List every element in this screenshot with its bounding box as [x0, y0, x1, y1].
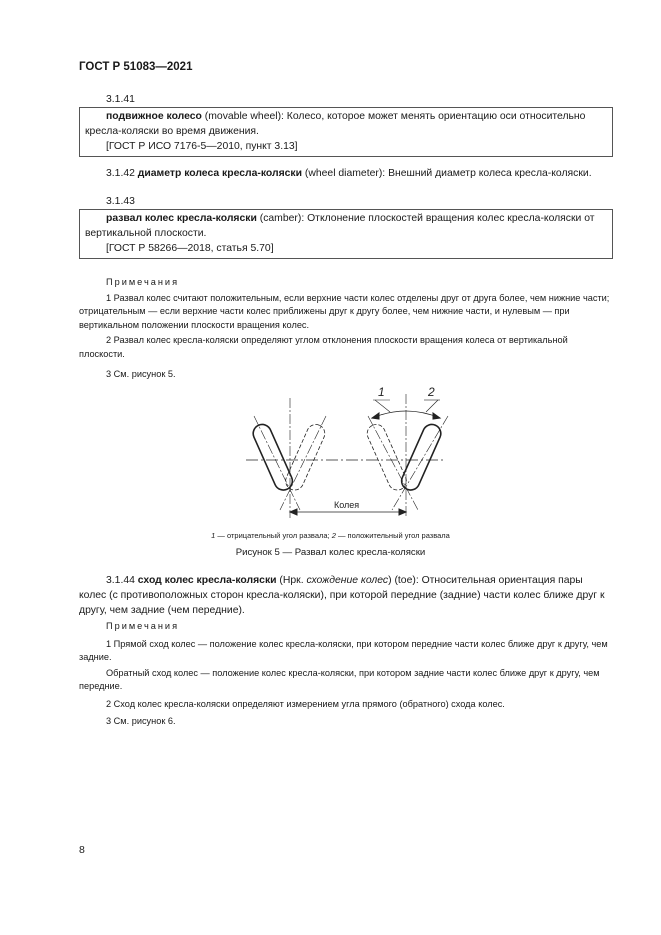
term-text: : Отклонение плоскостей вращения колес кресла-коляски от вертикальной плоскости. — [85, 213, 595, 239]
page-number: 8 — [79, 844, 85, 856]
legend-number-2: 2 — [331, 531, 336, 540]
term-name: диаметр колеса кресла-коляски — [137, 168, 303, 179]
track-label: Колея — [334, 500, 360, 510]
notes-heading: Примечания — [106, 277, 180, 287]
note-1-continued: Обратный сход колес — положение колес кресла-коляски, при котором задние части колес ближе друг к другу, чем передние. — [79, 667, 600, 691]
term-name: подвижное колесо — [106, 111, 202, 122]
term-text: (Нрк. — [276, 575, 307, 586]
left-wheel-dashed — [283, 422, 328, 493]
note-1: 1 Развал колес считают положительным, если верхние части колес отделены друг от друга более, чем нижние части; отрицательным — если верхние части колес приближены друг к другу более, чем нижние части, и нулевым — при вертикальном положении плоскости вращения колес. — [79, 292, 610, 330]
term-name: сход колес кресла-коляски — [137, 575, 277, 586]
right-wheel-solid — [399, 422, 444, 493]
arc-arrow-left — [372, 413, 379, 419]
term-number-3-1-41: 3.1.41 — [106, 94, 135, 105]
legend-number-1: 1 — [211, 531, 216, 540]
track-arrow-right — [399, 509, 406, 515]
note-1: 1 Прямой сход колес — положение колес кресла-коляски, при котором передние части колес ближе друг к другу, чем задние. — [79, 638, 608, 662]
label-2-leader — [426, 400, 438, 412]
figure-caption: Рисунок 5 — Развал колес кресла-коляски — [235, 547, 426, 558]
note-3: 3 См. рисунок 6. — [106, 716, 176, 726]
left-wheel-solid — [250, 422, 295, 493]
notes-block-camber — [79, 276, 612, 382]
term-english: (wheel diameter) — [302, 168, 383, 179]
note-2: 2 Развал колес кресла-коляски определяют углом отклонения плоскости вращения колеса от вертикальной плоскости. — [79, 335, 568, 359]
term-number-3-1-44: 3.1.44 — [106, 575, 138, 586]
term-english: (movable wheel) — [201, 111, 282, 122]
term-text: ) (toe): Относительная ориентация пары колес (с противоположных сторон кресла-коляски), при которой передние (задние) части колес ближе друг к другу, чем задние (чем передние). — [79, 575, 605, 616]
document-header: ГОСТ Р 51083—2021 — [79, 61, 193, 73]
term-number-3-1-43: 3.1.43 — [106, 196, 135, 207]
term-number-3-1-42: 3.1.42 — [106, 168, 135, 179]
term-definition-3-1-44 — [79, 573, 612, 618]
camber-figure — [240, 378, 460, 518]
track-arrow-left — [290, 509, 297, 515]
term-box-3-1-43 — [79, 209, 613, 259]
term-text: : Внешний диаметр колеса кресла-коляски. — [382, 168, 592, 179]
legend-text-2: — положительный угол развала — [335, 531, 450, 540]
term-name: развал колес кресла-коляски — [106, 213, 257, 224]
arc-arrow-right — [433, 413, 440, 419]
figure-legend — [0, 531, 661, 540]
label-1-leader — [375, 400, 390, 412]
note-2: 2 Сход колес кресла-коляски определяют измерением угла прямого (обратного) схода колес. — [106, 698, 505, 709]
term-definition-3-1-42 — [79, 166, 612, 181]
right-guide-line — [368, 416, 418, 510]
term-source-ref: [ГОСТ Р ИСО 7176-5—2010, пункт 3.13] — [106, 141, 298, 152]
right-guide-line — [392, 416, 448, 510]
label-1: 1 — [378, 385, 385, 399]
term-alt-name: схождение колес — [306, 575, 389, 586]
legend-text-1: — отрицательный угол развала; — [215, 531, 332, 540]
term-box-3-1-41 — [79, 107, 613, 157]
term-definition-3-1-43 — [85, 211, 609, 241]
note-3: 3 См. рисунок 5. — [106, 369, 176, 379]
term-source-ref: [ГОСТ Р 58266—2018, статья 5.70] — [106, 243, 274, 254]
notes-block-toe — [79, 620, 612, 729]
left-guide-line — [280, 416, 326, 510]
term-english: (camber) — [256, 213, 302, 224]
label-2: 2 — [428, 385, 435, 399]
notes-heading: Примечания — [106, 621, 180, 631]
term-text: : Колесо, которое может менять ориентацию оси относительно кресла-коляски во время движения. — [85, 111, 586, 137]
term-definition-3-1-41 — [85, 109, 609, 139]
